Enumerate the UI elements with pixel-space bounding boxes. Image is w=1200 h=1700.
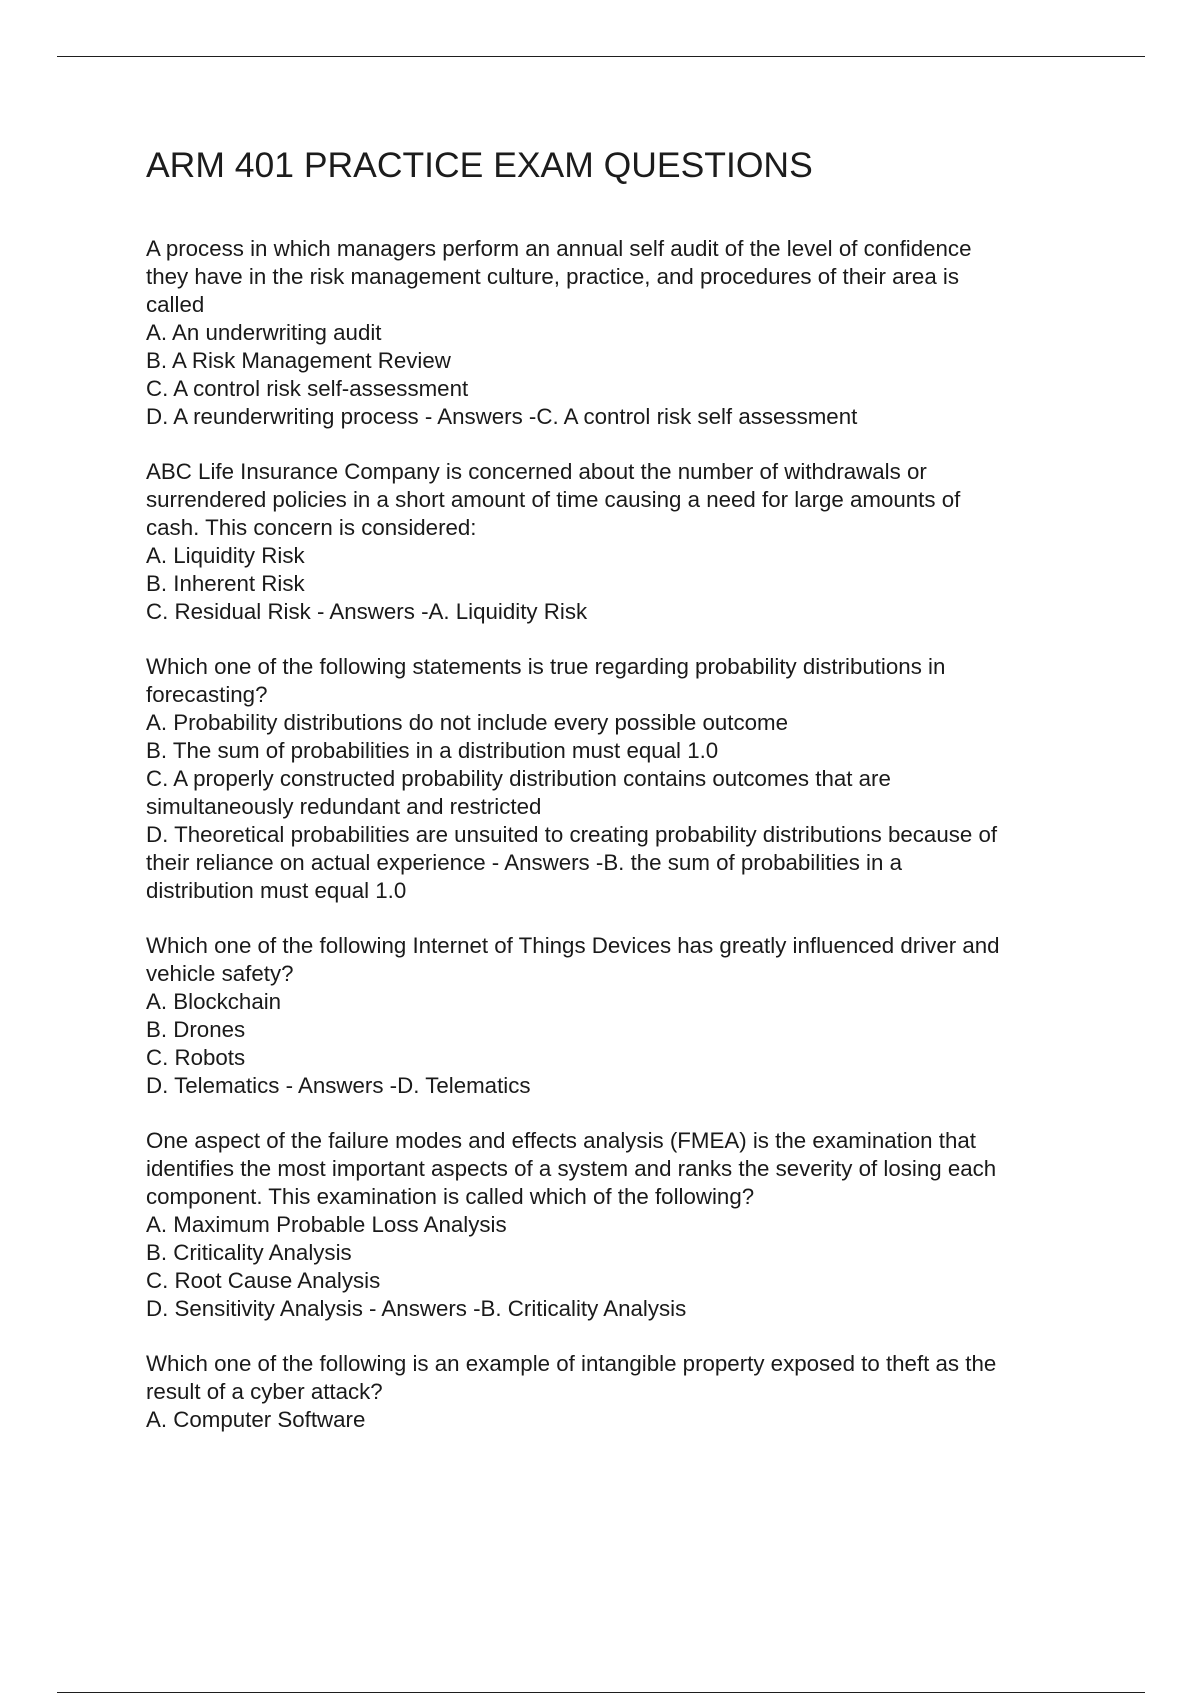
question-line: A process in which managers perform an annual self audit of the level of confidence: [146, 236, 972, 261]
option-line: D. Theoretical probabilities are unsuited to creating probability distributions because of: [146, 822, 998, 847]
question-line: component. This examination is called which of the following?: [146, 1184, 755, 1209]
option-answer-line: their reliance on actual experience - Answers -B. the sum of probabilities in a: [146, 850, 903, 875]
question-block: [146, 1350, 1086, 1434]
bottom-rule: [57, 1692, 1145, 1693]
question-line: vehicle safety?: [146, 961, 294, 986]
option-line: A. An underwriting audit: [146, 320, 382, 345]
option-line: C. Root Cause Analysis: [146, 1268, 381, 1293]
question-block: [146, 932, 1086, 1100]
option-line: A. Blockchain: [146, 989, 282, 1014]
question-line: cash. This concern is considered:: [146, 515, 477, 540]
document-body: [146, 140, 1086, 1461]
question-line: surrendered policies in a short amount of time causing a need for large amounts of: [146, 487, 961, 512]
question-line: Which one of the following Internet of Things Devices has greatly influenced driver and: [146, 933, 1000, 958]
question-line: forecasting?: [146, 682, 268, 707]
question-line: called: [146, 292, 205, 317]
top-rule: [57, 56, 1145, 57]
option-answer-line: C. Residual Risk - Answers -A. Liquidity Risk: [146, 599, 588, 624]
question-line: result of a cyber attack?: [146, 1379, 383, 1404]
question-block: [146, 653, 1086, 905]
option-line: B. Drones: [146, 1017, 246, 1042]
option-answer-line: distribution must equal 1.0: [146, 878, 407, 903]
question-line: identifies the most important aspects of a system and ranks the severity of losing each: [146, 1156, 997, 1181]
option-line: B. Inherent Risk: [146, 571, 305, 596]
page-title: ARM 401 PRACTICE EXAM QUESTIONS: [146, 145, 813, 185]
option-line: C. A properly constructed probability distribution contains outcomes that are: [146, 766, 891, 791]
question-line: One aspect of the failure modes and effects analysis (FMEA) is the examination that: [146, 1128, 976, 1153]
option-line: A. Computer Software: [146, 1407, 366, 1432]
option-line: C. A control risk self-assessment: [146, 376, 469, 401]
option-line: A. Liquidity Risk: [146, 543, 305, 568]
question-block: [146, 1127, 1086, 1323]
option-line: B. Criticality Analysis: [146, 1240, 352, 1265]
option-line: C. Robots: [146, 1045, 246, 1070]
option-line: B. A Risk Management Review: [146, 348, 451, 373]
question-line: Which one of the following statements is true regarding probability distributions in: [146, 654, 946, 679]
question-line: they have in the risk management culture, practice, and procedures of their area is: [146, 264, 960, 289]
question-block: [146, 458, 1086, 626]
question-block: [146, 235, 1086, 431]
question-line: ABC Life Insurance Company is concerned about the number of withdrawals or: [146, 459, 927, 484]
option-answer-line: D. Sensitivity Analysis - Answers -B. Criticality Analysis: [146, 1296, 687, 1321]
option-line: A. Probability distributions do not include every possible outcome: [146, 710, 789, 735]
option-line: B. The sum of probabilities in a distribution must equal 1.0: [146, 738, 719, 763]
option-line: simultaneously redundant and restricted: [146, 794, 542, 819]
question-line: Which one of the following is an example of intangible property exposed to theft as the: [146, 1351, 997, 1376]
option-answer-line: D. Telematics - Answers -D. Telematics: [146, 1073, 531, 1098]
option-line: A. Maximum Probable Loss Analysis: [146, 1212, 507, 1237]
option-answer-line: D. A reunderwriting process - Answers -C. A control risk self assessment: [146, 404, 858, 429]
